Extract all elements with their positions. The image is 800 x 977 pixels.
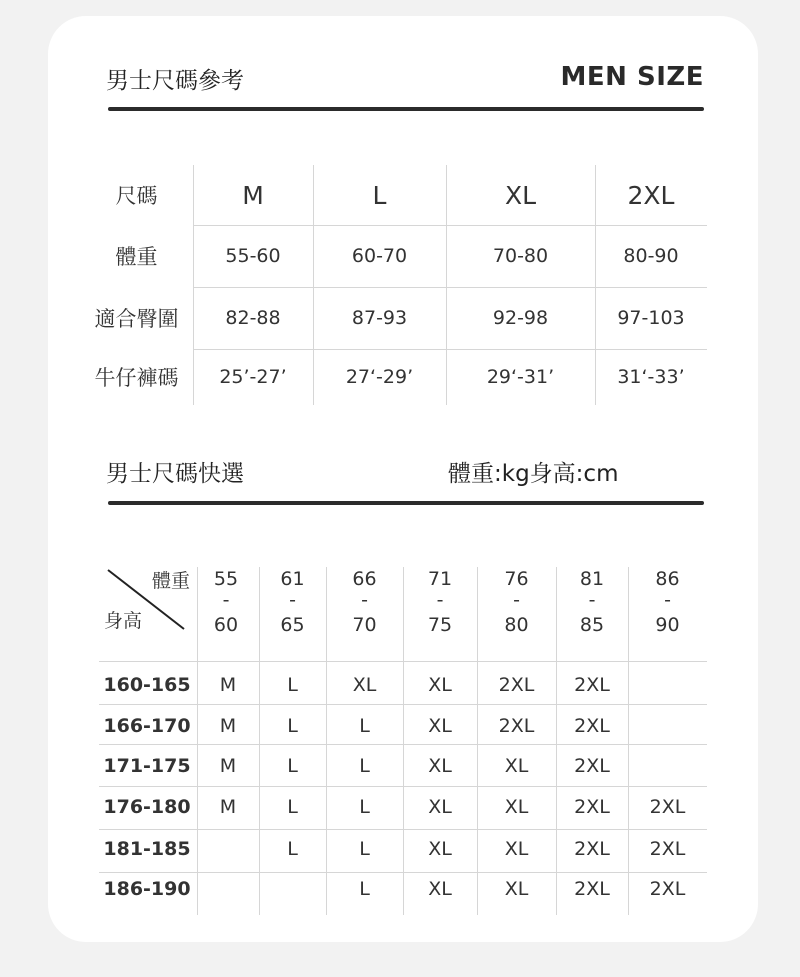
recommended-size-cell: 2XL (574, 795, 610, 818)
weight-range-to: 65 (280, 614, 305, 636)
units-note: 體重:kg身高:cm (448, 461, 619, 487)
recommended-size-cell: XL (504, 754, 529, 777)
recommended-size-cell: L (287, 673, 298, 696)
recommended-size-cell: 2XL (649, 795, 686, 818)
weight-range-dash: - (664, 589, 671, 611)
recommended-size-cell: XL (428, 673, 452, 696)
section-title-men-size: MEN SIZE (560, 62, 704, 92)
recommended-size-cell: 2XL (498, 673, 535, 696)
weight-range-from: 55 (213, 568, 239, 590)
recommended-size-cell: L (359, 795, 370, 818)
recommended-size-cell: L (359, 877, 370, 900)
height-range-label: 186-190 (103, 877, 191, 900)
height-range-label: 181-185 (103, 837, 191, 860)
size-value-cell: 55-60 (225, 245, 281, 267)
recommended-size-cell: M (219, 673, 237, 696)
weight-range-from: 76 (504, 568, 529, 590)
weight-range-to: 80 (504, 614, 529, 636)
row-label: 體重 (115, 245, 158, 269)
size-value-cell: 27‘-29’ (345, 366, 414, 388)
recommended-size-cell: 2XL (574, 754, 610, 777)
recommended-size-cell: L (359, 714, 370, 737)
size-column-header: 2XL (627, 180, 675, 210)
height-range-label: 160-165 (103, 673, 191, 696)
weight-range-from: 66 (352, 568, 377, 590)
recommended-size-cell: M (219, 754, 237, 777)
corner-weight-label: 體重 (151, 569, 190, 592)
recommended-size-cell: 2XL (649, 877, 686, 900)
size-value-cell: 97-103 (617, 307, 685, 329)
weight-range-to: 70 (352, 614, 377, 636)
corner-height-label: 身高 (104, 609, 143, 632)
weight-range-dash: - (436, 589, 444, 611)
weight-range-to: 60 (213, 614, 239, 636)
recommended-size-cell: XL (428, 795, 452, 818)
recommended-size-cell: XL (428, 837, 452, 860)
recommended-size-cell: L (287, 795, 298, 818)
height-range-label: 166-170 (103, 714, 191, 737)
size-column-header: L (372, 180, 387, 210)
size-value-cell: 29‘-31’ (486, 366, 555, 388)
size-value-cell: 70-80 (492, 245, 549, 267)
weight-range-to: 85 (579, 614, 605, 636)
row-label: 牛仔褲碼 (94, 366, 179, 390)
recommended-size-cell: XL (504, 837, 529, 860)
weight-range-to: 75 (427, 614, 453, 636)
section-title-size-reference: 男士尺碼參考 (106, 68, 244, 94)
recommended-size-cell: L (287, 714, 298, 737)
weight-range-dash: - (513, 589, 520, 611)
recommended-size-cell: 2XL (574, 714, 610, 737)
size-value-cell: 60-70 (351, 245, 408, 267)
weight-range-to: 90 (655, 614, 680, 636)
height-range-label: 171-175 (103, 754, 191, 777)
size-value-cell: 87-93 (351, 307, 408, 329)
recommended-size-cell: 2XL (498, 714, 535, 737)
recommended-size-cell: L (359, 837, 370, 860)
section-title-quick-select: 男士尺碼快選 (106, 461, 244, 487)
size-column-header: XL (504, 180, 537, 210)
row-divider (99, 661, 707, 662)
recommended-size-cell: 2XL (574, 673, 610, 696)
weight-range-dash: - (361, 589, 368, 611)
size-value-cell: 92-98 (492, 307, 549, 329)
recommended-size-cell: XL (428, 754, 452, 777)
size-column-header: M (242, 180, 264, 210)
recommended-size-cell: XL (504, 877, 529, 900)
weight-range-from: 71 (427, 568, 453, 590)
size-value-cell: 80-90 (623, 245, 679, 267)
size-value-cell: 25’-27’ (219, 366, 287, 388)
recommended-size-cell: XL (428, 877, 452, 900)
recommended-size-cell: 2XL (649, 837, 686, 860)
weight-range-dash: - (289, 589, 296, 611)
recommended-size-cell: 2XL (574, 837, 610, 860)
recommended-size-cell: L (287, 754, 298, 777)
weight-range-dash: - (588, 589, 596, 611)
size-value-cell: 82-88 (225, 307, 281, 329)
weight-range-dash: - (222, 589, 230, 611)
size-header-label: 尺碼 (115, 184, 158, 208)
recommended-size-cell: M (219, 795, 237, 818)
weight-range-from: 81 (579, 568, 605, 590)
recommended-size-cell: L (287, 837, 298, 860)
size-value-cell: 31‘-33’ (617, 366, 685, 388)
recommended-size-cell: XL (504, 795, 529, 818)
recommended-size-cell: M (219, 714, 237, 737)
recommended-size-cell: XL (428, 714, 452, 737)
recommended-size-cell: L (359, 754, 370, 777)
recommended-size-cell: 2XL (574, 877, 610, 900)
row-label: 適合臀圍 (94, 307, 179, 331)
weight-range-from: 61 (280, 568, 305, 590)
weight-range-from: 86 (655, 568, 680, 590)
height-range-label: 176-180 (103, 795, 191, 818)
recommended-size-cell: XL (352, 673, 377, 696)
